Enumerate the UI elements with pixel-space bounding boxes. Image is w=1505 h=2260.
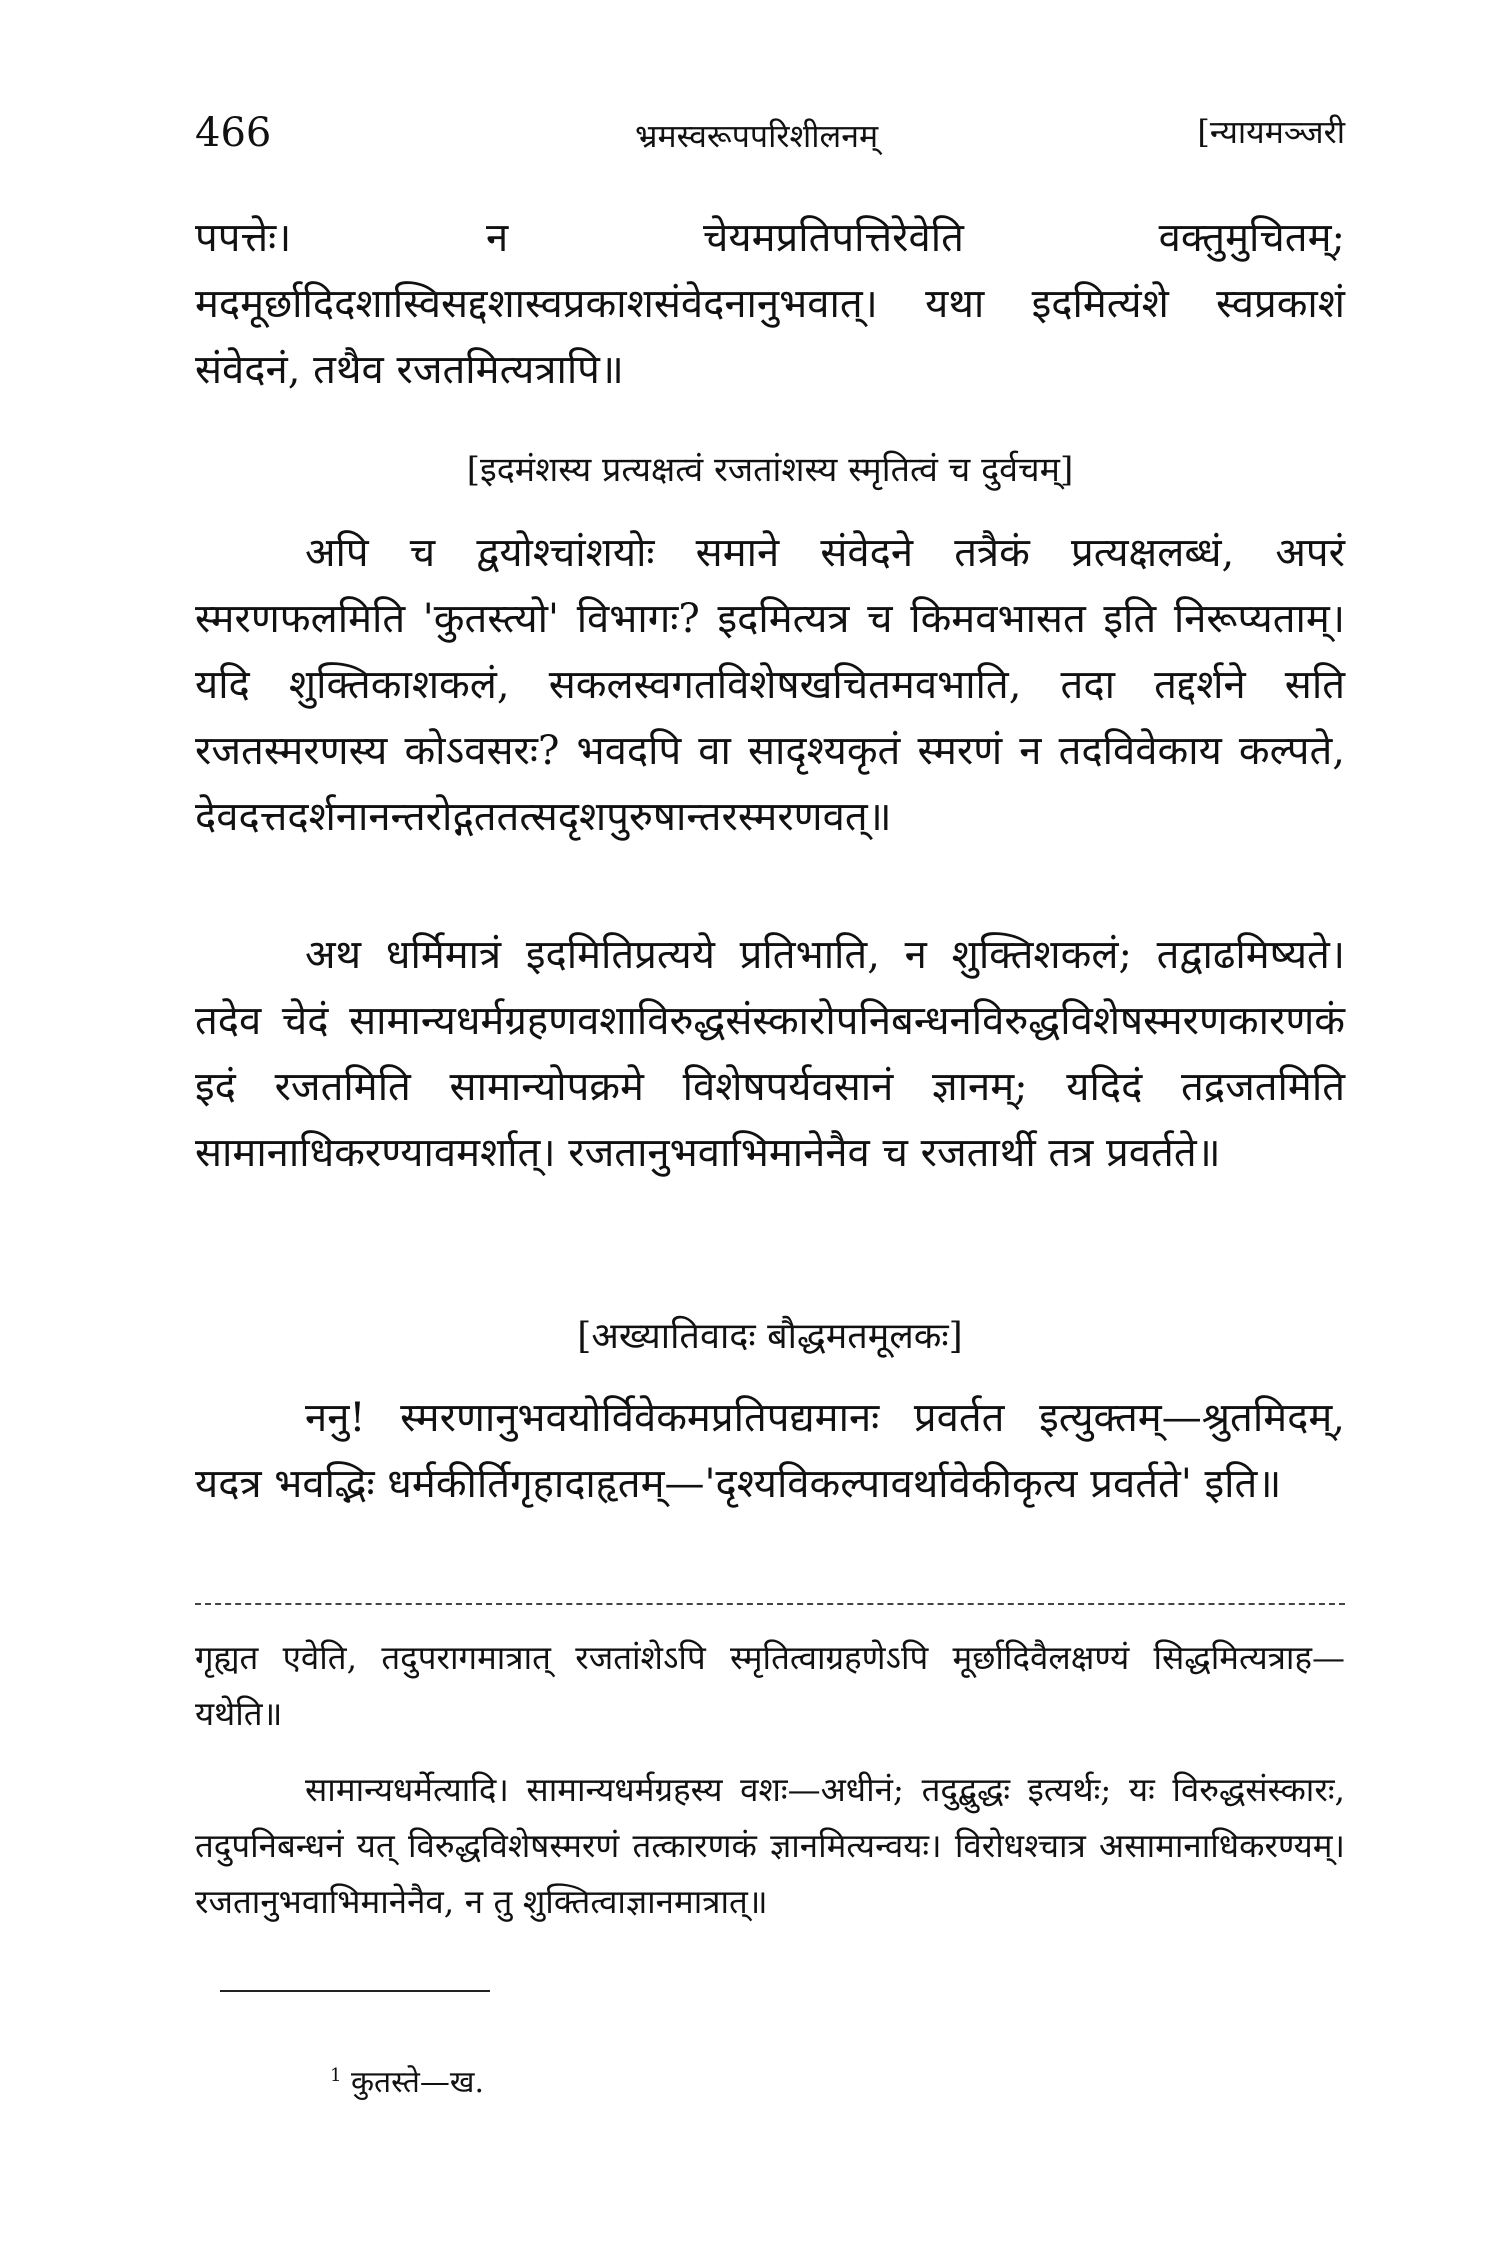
- page-number: 466: [195, 110, 272, 156]
- section-heading-1: [इदमंशस्य प्रत्यक्षत्वं रजतांशस्य स्मृतित्वं च दुर्वचम्]: [466, 450, 1074, 490]
- footnote: [330, 2060, 484, 2101]
- book-title: [न्यायमञ्जरी: [1197, 113, 1345, 151]
- commentary-paragraph-2: सामान्यधर्मेत्यादि। सामान्यधर्मग्रहस्य वशः—अधीनं; तदुद्बुद्धः इत्यर्थः; यः विरुद्धसंस्कारः, तदुपनिबन्धनं यत् विरुद्धविशेषस्मरणं तत्कारणकं ज्ञानमित्यन्वयः। विरोधश्चात्र असामानाधिकरण्यम्। रजतानुभवाभिमानेनैव, न तु शुक्तित्वाज्ञानमात्रात्॥: [195, 1770, 1345, 1921]
- main-paragraph-1: पपत्तेः। न चेयमप्रतिपत्तिरेवेति वक्तुमुचितम्; मदमूर्छादिदशास्विसद्दशास्वप्रकाशसंवेदनानुभवात्। यथा इदमित्यंशे स्वप्रकाशं संवेदनं, तथैव रजतमित्यत्रापि॥: [195, 215, 1345, 393]
- section-heading-2: [अख्यातिवादः बौद्धमतमूलकः]: [577, 1316, 963, 1357]
- footnote-marker: 1: [330, 2065, 342, 2086]
- running-title: भ्रमस्वरूपपरिशीलनम्: [635, 117, 879, 155]
- page-header: [195, 110, 1345, 170]
- commentary-paragraph-1: गृह्यत एवेति, तदुपरागमात्रात् रजतांशेऽपि स्मृतित्वाग्रहणेऽपि मूर्छादिवैलक्षण्यं सिद्धमित्यत्राह—यथेति॥: [195, 1638, 1345, 1733]
- main-paragraph-3: अथ धर्मिमात्रं इदमितिप्रत्यये प्रतिभाति, न शुक्तिशकलं; तद्वाढमिष्यते। तदेव चेदं सामान्यधर्मग्रहणवशाविरुद्धसंस्कारोपनिबन्धनविरुद्धविशेषस्मरणकारणकं इदं रजतमिति सामान्योपक्रमे विशेषपर्यवसानं ज्ञानम्; यदिदं तद्रजतमिति सामानाधिकरण्यावमर्शात्। रजतानुभवाभिमानेनैव च रजतार्थी तत्र प्रवर्तते॥: [195, 932, 1345, 1176]
- footnote-rule: [220, 1990, 490, 1992]
- commentary-divider: [195, 1603, 1345, 1605]
- main-paragraph-2: अपि च द्वयोश्चांशयोः समाने संवेदने तत्रैकं प्रत्यक्षलब्धं, अपरं स्मरणफलमिति 'कुतस्त्यो' विभागः? इदमित्यत्र च किमवभासत इति निरूप्यताम्। यदि शुक्तिकाशकलं, सकलस्वगतविशेषखचितमवभाति, तदा तद्दर्शने सति रजतस्मरणस्य कोऽवसरः? भवदपि वा सादृश्यकृतं स्मरणं न तदविवेकाय कल्पते, देवदत्तदर्शनानन्तरोद्गततत्सदृशपुरुषान्तरस्मरणवत्॥: [195, 530, 1345, 840]
- main-paragraph-4: ननु! स्मरणानुभवयोर्विवेकमप्रतिपद्यमानः प्रवर्तत इत्युक्तम्—श्रुतमिदम्, यदत्र भवद्भिः धर्मकीर्तिगृहादाहृतम्—'दृश्यविकल्पावर्थावेकीकृत्य प्रवर्तते' इति॥: [195, 1395, 1345, 1507]
- footnote-text: कुतस्ते—ख.: [351, 2065, 484, 2100]
